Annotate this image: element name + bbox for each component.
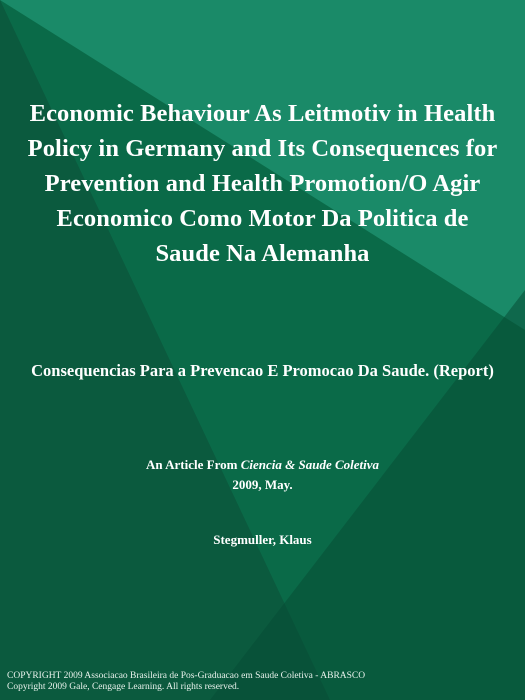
article-source bbox=[30, 455, 495, 495]
copyright-line-2: Copyright 2009 Gale, Cengage Learning. All rights reserved. bbox=[7, 682, 240, 692]
cover-title: Economic Behaviour As Leitmotiv in Health Policy in Germany and Its Consequences for Prevention and Health Promotion/O Agir Economico Como Motor Da Politica de Saude Na Alemanha bbox=[27, 100, 498, 267]
copyright-notice bbox=[7, 671, 518, 693]
source-journal: Ciencia & Saude Coletiva bbox=[240, 457, 380, 472]
cover-subtitle: Consequencias Para a Prevencao E Promocao Da Saude. (Report) bbox=[31, 361, 494, 380]
source-date: 2009, May. bbox=[232, 477, 293, 492]
source-prefix: An Article From bbox=[145, 457, 238, 472]
cover-author: Stegmuller, Klaus bbox=[213, 532, 312, 547]
copyright-line-1: COPYRIGHT 2009 Associacao Brasileira de Pos-Graduacao em Saude Coletiva - ABRASCO bbox=[7, 671, 366, 681]
